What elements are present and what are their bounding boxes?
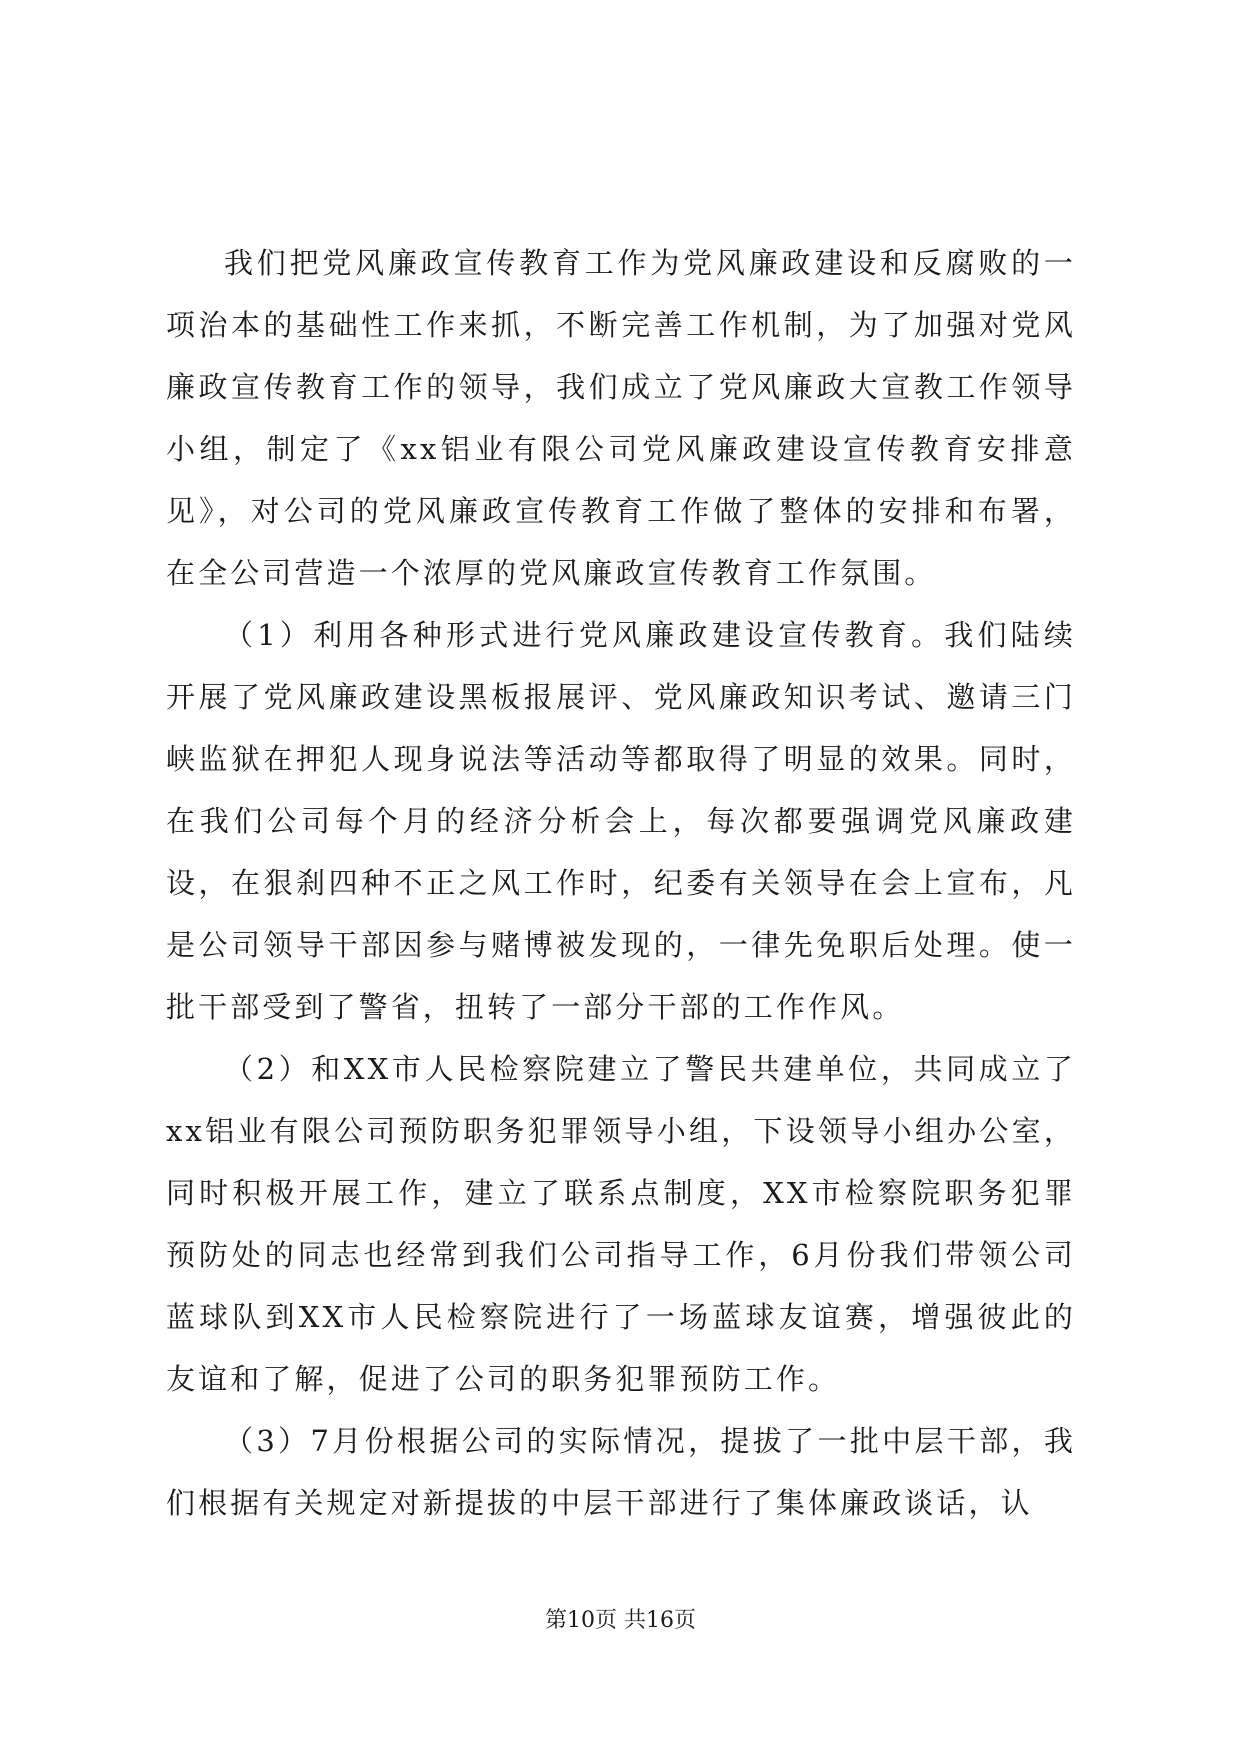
paragraph-intro: 我们把党风廉政宣传教育工作为党风廉政建设和反腐败的一项治本的基础性工作来抓，不断完善工作机制，为了加强对党风廉政宣传教育工作的领导，我们成立了党风廉政大宣教工作领导小组，制定了《xx铝业有限公司党风廉政建设宣传教育安排意见》，对公司的党风廉政宣传教育工作做了整体的安排和布署，在全公司营造一个浓厚的党风廉政宣传教育工作氛围。: [166, 246, 1076, 590]
page-number-footer: 第10页 共16页: [545, 1608, 696, 1633]
document-body: [166, 232, 1076, 1534]
paragraph-item-1: （1）利用各种形式进行党风廉政建设宣传教育。我们陆续开展了党风廉政建设黑板报展评、党风廉政知识考试、邀请三门峡监狱在押犯人现身说法等活动等都取得了明显的效果。同时，在我们公司每个月的经济分析会上，每次都要强调党风廉政建设，在狠刹四种不正之风工作时，纪委有关领导在会上宣布，凡是公司领导干部因参与赌博被发现的，一律先免职后处理。使一批干部受到了警省，扭转了一部分干部的工作作风。: [166, 618, 1076, 1024]
paragraph-item-3: （3）7月份根据公司的实际情况，提拔了一批中层干部，我们根据有关规定对新提拔的中层干部进行了集体廉政谈话，认: [166, 1424, 1076, 1520]
paragraph-item-2: （2）和XX市人民检察院建立了警民共建单位，共同成立了xx铝业有限公司预防职务犯罪领导小组，下设领导小组办公室，同时积极开展工作，建立了联系点制度，XX市检察院职务犯罪预防处的同志也经常到我们公司指导工作，6月份我们带领公司蓝球队到XX市人民检察院进行了一场蓝球友谊赛，增强彼此的友谊和了解，促进了公司的职务犯罪预防工作。: [166, 1052, 1076, 1396]
